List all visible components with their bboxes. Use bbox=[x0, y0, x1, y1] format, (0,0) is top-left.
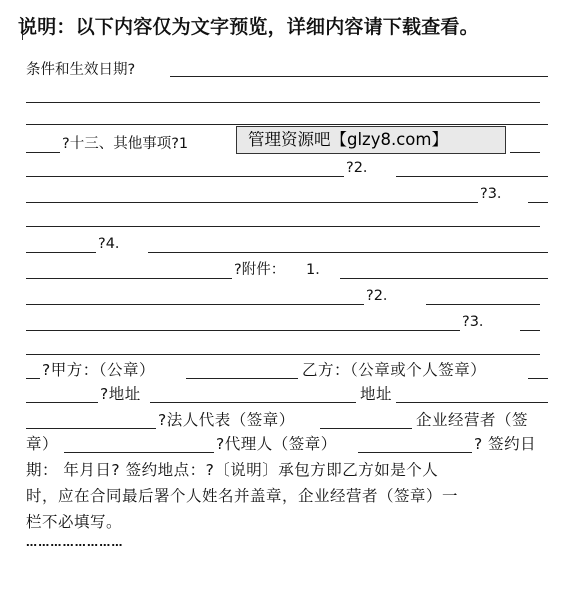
blank-line bbox=[26, 304, 364, 305]
blank-line bbox=[26, 428, 156, 429]
party-b-address-label: 地址 bbox=[360, 385, 393, 403]
blank-line bbox=[528, 202, 548, 203]
remark-line-1: 期： 年月日? 签约地点：?〔说明〕承包方即乙方如是个人 bbox=[26, 461, 439, 479]
item-3-label: ?3． bbox=[480, 186, 512, 202]
blank-line bbox=[26, 152, 60, 153]
party-b-label: 乙方：（公章或个人签章） bbox=[302, 361, 487, 379]
attachment-1-label: 1． bbox=[306, 262, 330, 278]
blank-line bbox=[396, 402, 548, 403]
blank-line bbox=[26, 354, 540, 355]
blank-line bbox=[26, 330, 460, 331]
legal-representative-label: ?法人代表（签章） bbox=[158, 411, 295, 429]
attachment-3-label: ?3． bbox=[462, 314, 494, 330]
operator-label: 企业经营者（签 bbox=[416, 411, 529, 429]
blank-line bbox=[26, 124, 548, 125]
remark-line-3: 栏不必填写。 bbox=[26, 513, 123, 531]
attachment-2-label: ?2． bbox=[366, 288, 398, 304]
blank-line bbox=[340, 278, 548, 279]
party-a-address-label: ?地址 bbox=[100, 385, 141, 403]
blank-line bbox=[148, 252, 548, 253]
blank-line bbox=[26, 176, 344, 177]
blank-line bbox=[26, 202, 478, 203]
blank-line bbox=[150, 402, 356, 403]
attachments-label: ?附件： bbox=[234, 262, 286, 278]
blank-line bbox=[426, 304, 540, 305]
blank-line bbox=[510, 152, 540, 153]
blank-line bbox=[520, 330, 540, 331]
blank-line bbox=[26, 402, 98, 403]
blank-line bbox=[528, 378, 548, 379]
party-a-label: ?甲方：（公章） bbox=[42, 361, 155, 379]
item-2-label: ?2． bbox=[346, 160, 378, 176]
sign-date-label: ? 签约日 bbox=[474, 435, 537, 453]
blank-line bbox=[26, 226, 540, 227]
blank-line bbox=[186, 378, 298, 379]
blank-line bbox=[320, 428, 412, 429]
site-watermark-banner: 管理资源吧【glzy8.com】 bbox=[236, 126, 506, 154]
blank-line bbox=[26, 102, 540, 103]
blank-line bbox=[64, 452, 214, 453]
blank-line bbox=[358, 452, 472, 453]
agent-label: ?代理人（签章） bbox=[216, 435, 337, 453]
blank-line bbox=[26, 252, 96, 253]
conditions-label: 条件和生效日期? bbox=[26, 62, 136, 78]
blank-line bbox=[396, 176, 548, 177]
blank-line bbox=[170, 76, 548, 77]
blank-line bbox=[26, 378, 40, 379]
item-4-label: ?4． bbox=[98, 236, 130, 252]
item-13-label: ?十三、其他事项?1 bbox=[62, 136, 189, 152]
preview-notice: 说明：以下内容仅为文字预览，详细内容请下载查看。 bbox=[18, 16, 479, 38]
blank-line bbox=[26, 278, 232, 279]
remark-line-2: 时，应在合同最后署个人姓名并盖章，企业经营者（签章）一 bbox=[26, 487, 459, 505]
truncation-ellipsis: …………………… bbox=[26, 536, 124, 549]
operator-label-cont: 章） bbox=[26, 435, 59, 453]
